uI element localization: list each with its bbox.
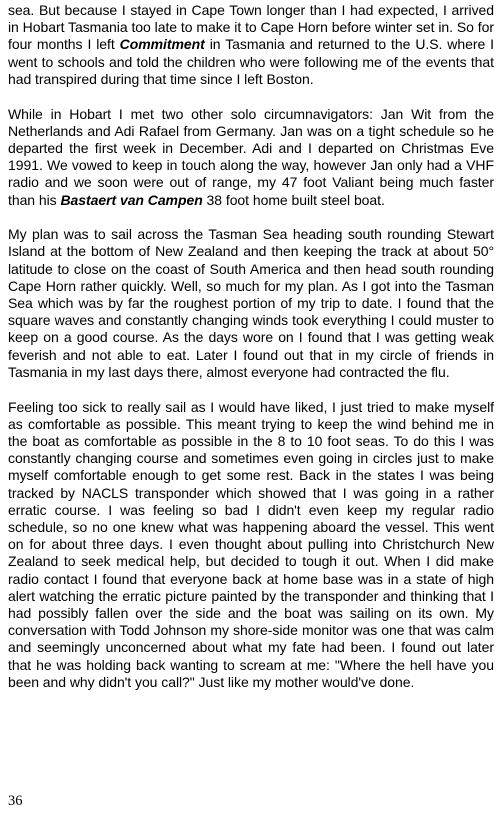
paragraph-2-text-cont: 38 foot home built steel boat.	[202, 191, 385, 208]
page-number: 36	[8, 793, 23, 809]
boat-name-commitment: Commitment	[119, 36, 205, 53]
paragraph-1-text: sea. But because I stayed in Cape Town longer than I had expected, I arrived in Hobart Tasmania too late to make it to Cape Horn before winter set in. So for four months I left	[8, 2, 494, 53]
paragraph-3-text: My plan was to sail across the Tasman Sea heading south rounding Stewart Island at the bottom of New Zealand and then keeping the track at about 50° latitude to close on the coast of South America and then head south rounding Cape Horn rather quickly. Well, so much for my plan. As I got into the Tasman Sea which was by far the roughest portion of my trip to date. I found that the square waves and constantly changing winds took everything I could muster to keep on a good course. As the days wore on I found that I was getting weak feverish and not able to eat. Later I found out that in my circle of friends in Tasmania in my last days there, almost everyone had contracted the flu.	[8, 226, 494, 380]
paragraph-4-text: Feeling too sick to really sail as I would have liked, I just tried to make myself as comfortable as possible. This meant trying to keep the wind behind me in the boat as comfortable as possible in the 8 to 10 foot seas. To do this I was constantly changing course and sometimes even going in circles just to make myself comfortable enough to get some rest. Back in the states I was being tracked by NACLS transponder which showed that I was going in a rather erratic course. I was feeling so bad I didn't even keep my regular radio schedule, so no one knew what was happening aboard the vessel. This went on for about three days. I even thought about pulling into Christchurch New Zealand to seek medical help, but decided to tough it out. When I did make radio contact I found that everyone back at home base was in a state of high alert watching the erratic picture painted by the transponder and thinking that I had possibly fallen over the side and the boat was sailing on its own. My conversation with Todd Johnson my shore-side monitor was one that was calm and seemingly unconcerned about what my fate had been. I found out later that he was holding back wanting to scream at me: "Where the hell have you been and why didn't you call?" Just like my mother would've done.	[8, 398, 494, 690]
paragraph-1	[8, 2, 494, 88]
boat-name-bastaert: Bastaert van Campen	[60, 191, 203, 208]
paragraph-2-text: While in Hobart I met two other solo circumnavigators: Jan Wit from the Netherlands and Adi Rafael from Germany. Jan was on a tight schedule so he departed the first week in December. Adi and I departed on Christmas Eve 1991. We vowed to keep in touch along the way, however Jan only had a VHF radio and we soon were out of range, my 47 foot Valiant being much faster than his	[8, 105, 494, 208]
paragraph-3	[8, 226, 494, 381]
paragraph-4	[8, 399, 494, 691]
paragraph-1-text-cont: in Tasmania and returned to the U.S. where I went to schools and told the children who were following me of the events that had transpired during that time since I left Boston.	[8, 36, 494, 87]
paragraph-2	[8, 106, 494, 209]
